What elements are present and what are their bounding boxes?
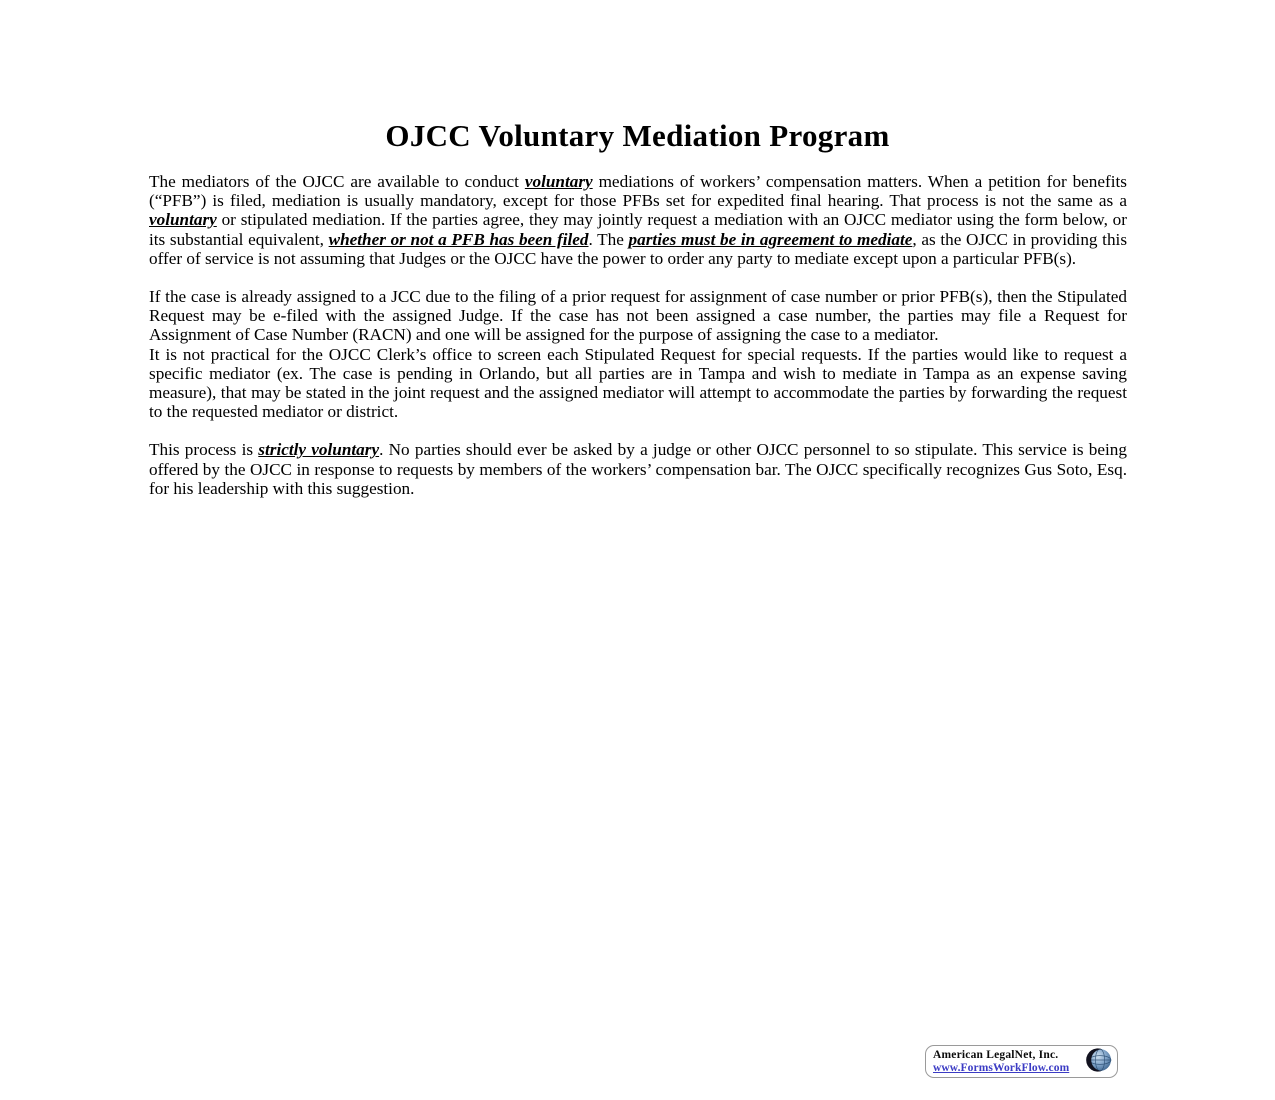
body-paragraph-p2 <box>149 287 1127 345</box>
paragraph-text: It is not practical for the OJCC Clerk’s office to screen each Stipulated Request for special requests. If the parties would like to request a specific mediator (ex. The case is pending in Orlando, but all parties are in Tampa and wish to mediate in Tampa as an expense saving measure), that may be stated in the joint request and the assigned mediator will attempt to accommodate the parties by forwarding the request to the requested mediator or district. <box>149 344 1127 422</box>
footer-badge <box>925 1045 1118 1078</box>
paragraph-text: . The <box>588 229 629 249</box>
emphasis-text: voluntary <box>524 172 593 191</box>
page-title: OJCC Voluntary Mediation Program <box>385 117 890 153</box>
paragraph-text: or stipulated mediation. If the parties agree, they may jointly request a mediation with an OJCC mediator using the form below, or its substantial equivalent, <box>149 210 1127 249</box>
emphasis-text: whether or not a PFB has been filed <box>328 229 589 249</box>
paragraph-text: , as the OJCC in providing this offer of service is not assuming that Judges or the OJCC have the power to order any party to mediate except upon a particular PFB(s). <box>149 229 1128 268</box>
emphasis-text: parties must be in agreement to mediate <box>628 229 913 249</box>
paragraph-text: This process is <box>149 440 259 460</box>
footer-website-link[interactable]: www.FormsWorkFlow.com <box>933 1061 1070 1074</box>
footer-company-name: American LegalNet, Inc. <box>933 1049 1059 1062</box>
paragraph-text: . No parties should ever be asked by a judge or other OJCC personnel to so stipulate. This service is being offered by the OJCC in response to requests by members of the workers’ compensation bar. The OJCC specifically recognizes Gus Soto, Esq. for his leadership with this suggestion. <box>149 440 1127 498</box>
emphasis-text: voluntary <box>149 210 217 230</box>
paragraph-text: The mediators of the OJCC are available to conduct <box>149 172 525 191</box>
footer-badge-text <box>926 1049 1078 1074</box>
body-paragraph-p1 <box>149 172 1127 268</box>
paragraph-text: If the case is already assigned to a JCC due to the filing of a prior request for assignment of case number or prior PFB(s), then the Stipulated Request may be e-filed with the assigned Judge. If the case has not been assigned a case number, the parties may file a Request for Assignment of Case Number (RACN) and one will be assigned for the purpose of assigning the case to a mediator. <box>149 287 1127 345</box>
paragraph-text: mediations of workers’ compensation matters. When a petition for benefits (“PFB”) is filed, mediation is usually mandatory, except for those PFBs set for expedited final hearing. That process is not the same as a <box>149 172 1127 211</box>
body-paragraph-p3 <box>149 345 1127 422</box>
document-body <box>149 172 1127 498</box>
globe-swoosh-logo-icon <box>1078 1046 1114 1077</box>
emphasis-text: strictly voluntary <box>258 440 380 460</box>
body-paragraph-p4 <box>149 440 1127 498</box>
